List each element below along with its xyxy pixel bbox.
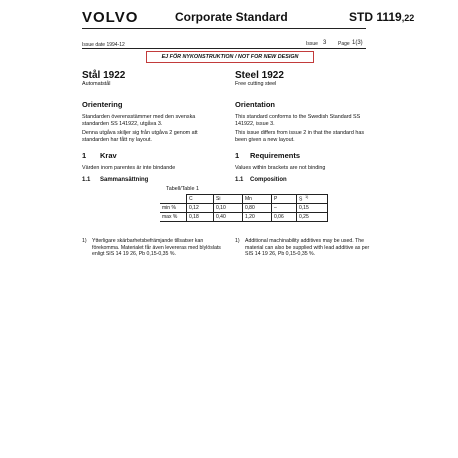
page-label: Page [338, 41, 350, 47]
right-footnote-text: Additional machinability additives may be used. The material can also be supplied with lead additive as per SIS 14 19 26, Pb 0,15-0,35 %. [245, 238, 370, 258]
right-orientation-heading: Orientation [235, 100, 276, 109]
left-comp-heading: Sammansättning [100, 177, 149, 183]
table-cell: 0,12 [187, 204, 214, 213]
table-header-mn: Mn [243, 195, 272, 204]
issue-value: 3 [323, 40, 327, 46]
right-footnote-number: 1) [235, 238, 240, 244]
standard-number [349, 10, 414, 24]
right-req-heading: Requirements [250, 151, 301, 160]
issue-label: Issue [306, 41, 318, 47]
table-cell: 0,80 [243, 204, 272, 213]
volvo-logo: VOLVO [82, 9, 139, 26]
right-comp-number: 1.1 [235, 177, 244, 183]
not-for-new-design-banner: EJ FÖR NYKONSTRUKTION / NOT FOR NEW DESIGN [146, 51, 314, 63]
table-row-label: min % [160, 204, 187, 213]
table-row [160, 204, 328, 213]
page-value: 1(3) [352, 40, 363, 46]
header-rule [82, 28, 366, 29]
left-title: Stål 1922 [82, 70, 126, 81]
left-orientation-heading: Orientering [82, 100, 123, 109]
standard-type: Corporate Standard [175, 10, 288, 24]
table-corner [160, 195, 187, 204]
left-footnote-text: Ytterligare skärbarhetsbefrämjande tillsatser kan förekomma. Materialet får även levereras med blylöslats enligt SIS 14 19 26, Pb 0,15-0,35 %. [92, 238, 221, 258]
left-subtitle: Automatstål [82, 81, 111, 87]
right-req-number: 1 [235, 151, 240, 160]
table-cell: 0,06 [272, 213, 297, 222]
table-header-row [160, 195, 328, 204]
composition-table [160, 194, 328, 222]
table-cell: 0,18 [187, 213, 214, 222]
table-header-si: Si [214, 195, 243, 204]
left-footnote [82, 238, 222, 258]
issue-date: Issue date 1994-12 [82, 42, 125, 48]
left-orientation-p2: Denna utgåva skiljer sig från utgåva 2 genom att standarden har fått ny layout. [82, 130, 198, 143]
table-caption: Tabell/Table 1 [166, 186, 199, 192]
standard-number-main: STD 1119 [349, 10, 402, 24]
left-req-text: Värden inom parentes är inte bindande [82, 165, 176, 171]
standard-number-suffix: ,22 [401, 13, 415, 23]
left-orientation-p1: Standarden överensstämmer med den svenska standarden SS 141922, utgåva 3. [82, 114, 196, 127]
table-cell: – [272, 204, 297, 213]
right-orientation-p1: This standard conforms to the Swedish Standard SS 141922, issue 3. [235, 114, 361, 127]
table-header-s-note: 1) [305, 195, 309, 200]
right-subtitle: Free cutting steel [235, 81, 277, 87]
table-row-label: max % [160, 213, 187, 222]
table-cell: 0,25 [297, 213, 328, 222]
table-cell: 0,15 [297, 204, 328, 213]
table-cell: 1,20 [243, 213, 272, 222]
right-comp-heading: Composition [250, 177, 287, 183]
meta-rule [82, 48, 366, 49]
table-cell: 0,40 [214, 213, 243, 222]
table-header-c: C [187, 195, 214, 204]
right-req-text: Values within brackets are not binding [235, 165, 326, 171]
left-footnote-number: 1) [82, 238, 87, 244]
table-cell: 0,10 [214, 204, 243, 213]
left-req-heading: Krav [100, 151, 117, 160]
left-comp-number: 1.1 [82, 177, 91, 183]
right-orientation-p2: This issue differs from issue 2 in that the standard has been given a new layout. [235, 130, 365, 143]
table-header-s [297, 195, 328, 204]
right-title: Steel 1922 [235, 70, 284, 81]
table-row [160, 213, 328, 222]
right-footnote [235, 238, 375, 258]
table-header-s-label: S [299, 196, 303, 203]
table-header-p: P [272, 195, 297, 204]
left-req-number: 1 [82, 151, 87, 160]
